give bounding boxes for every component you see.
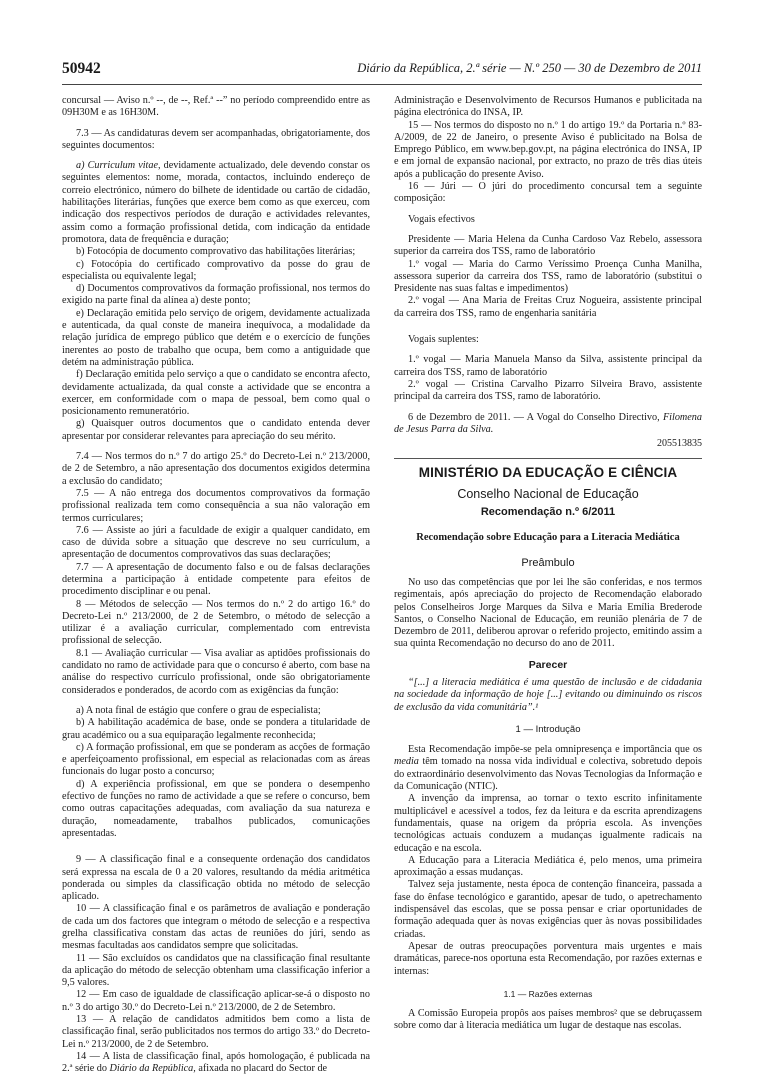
jury-member: 2.º vogal — Ana Maria de Freitas Cruz Nogueira, assistente principal da carreira dos TSS, ramo de engenharia sanitária [394, 295, 702, 319]
paragraph: Administração e Desenvolvimento de Recursos Humanos e publicitada na página electrónica do INSA, IP. [394, 95, 702, 119]
text-run-italic: Diário da República, [109, 1063, 196, 1075]
paragraph: 16 — Júri — O júri do procedimento concursal tem a seguinte composição: [394, 181, 702, 205]
text-run: afixada no placard do Sector de [195, 1063, 328, 1075]
signature-line [394, 412, 702, 437]
paragraph: A Comissão Europeia propôs aos países membros² que se debruçassem sobre como dar à literacia mediática um lugar de destaque nas escolas. [394, 1008, 702, 1032]
page-number: 50942 [62, 60, 101, 77]
list-item: f) Declaração emitida pelo serviço a que o candidato se encontra afecto, devidamente actualizada, da qual conste a actividade que se encontra a exercer, em conformidade com o mapa de pessoal, bem como qual o posicionamento remuneratório. [62, 369, 370, 418]
recommendation-title: Recomendação sobre Educação para a Literacia Mediática [416, 532, 680, 544]
recommendation-number: Recomendação n.º 6/2011 [480, 506, 616, 519]
list-item: g) Quaisquer outros documentos que o candidato entenda dever apresentar por considerar relevantes para apreciação do seu mérito. [62, 418, 370, 442]
list-item: d) Documentos comprovativos da formação profissional, nos termos do exigido na parte final da alínea a) deste ponto; [62, 283, 370, 307]
text-run: Esta Recomendação impõe-se pela omnipresença e importância que os [408, 744, 702, 756]
jury-member: 2.º vogal — Cristina Carvalho Pizarro Silveira Bravo, assistente principal da carreira dos TSS, ramo de laboratório. [394, 378, 702, 403]
paragraph: 15 — Nos termos do disposto no n.º 1 do artigo 19.º da Portaria n.º 83-A/2009, de 22 de Janeiro, o presente Aviso é publicitado na Bolsa de Emprego Público, em www.bep.gov.pt, na página electrónica do INSA, IP e em jornal de expansão nacional, por extracto, no prazo de três dias úteis após a publicação do presente Aviso. [394, 119, 702, 180]
external-reasons-heading: 1.1 — Razões externas [503, 988, 593, 999]
section-rule [394, 458, 702, 459]
paragraph: Talvez seja justamente, nesta época de contenção financeira, passada a fase do ênfase tecnológico e garantido, apesar de tudo, o apetrechamento indispensável das escolas, que se possa pensar e criar oportunidades de formação adequada quer às novas exigências quer às novas possibilidades criadas. [394, 879, 702, 940]
paragraph [62, 1051, 370, 1076]
paragraph: 11 — São excluídos os candidatos que na classificação final resultante da aplicação do método de selecção obtenham uma classificação inferior a 9,5 valores. [62, 952, 370, 989]
ministry-heading: MINISTÉRIO DA EDUCAÇÃO E CIÊNCIA [418, 465, 678, 481]
paragraph: 7.3 — As candidaturas devem ser acompanhadas, obrigatoriamente, dos seguintes documentos: [62, 127, 370, 151]
paragraph: A Educação para a Literacia Mediática é, pelo menos, uma primeira aproximação a essas mudanças. [394, 854, 702, 879]
list-text: devidamente actualizado, dele devendo constar os seguintes elementos: nome, morada, contactos, incluindo endereço de correio electrónico, número do bilhete de identidade ou cartão de cidadão, habilitações literárias, funções que exerce bem como as que exerceu, com indicação dos respectivos períodos de duração e actividades relevantes, assim como a formação profissional detida, com indicação da entidade promotora, data de frequência e duração; [62, 160, 370, 245]
paragraph: 7.7 — A apresentação de documento falso e ou de falsas declarações determina a participação à entidade competente para efeitos de procedimento disciplinar e ou penal. [62, 561, 370, 598]
list-item: d) A experiência profissional, em que se pondera o desempenho efectivo de funções no ramo de actividade a que se refere o concurso, bem como outras capacitações adequadas, com avaliação da sua natureza e duração, nomeadamente, trabalhos publicados, comunicações apresentadas. [62, 778, 370, 839]
paragraph: 7.4 — Nos termos do n.º 7 do artigo 25.º do Decreto-Lei n.º 213/2000, de 2 de Setembro, a não apresentação dos documentos exigidos determina a exclusão do candidato; [62, 451, 370, 487]
document-code: 205513835 [657, 438, 702, 450]
paragraph: 10 — A classificação final e os parâmetros de avaliação e ponderação de cada um dos factores que integram o método de selecção e a respectiva grelha classificativa constam das actas de reuniões do júri, sendo as mesmas facultadas aos candidatos sempre que solicitadas. [62, 903, 370, 952]
preamble-heading: Preâmbulo [521, 556, 575, 569]
paragraph: 12 — Em caso de igualdade de classificação aplicar-se-á o disposto no n.º 3 do artigo 30.º do Decreto-Lei n.º 213/2000, de 2 de Setembro. [62, 989, 370, 1013]
list-item: b) Fotocópia de documento comprovativo das habilitações literárias; [76, 246, 356, 258]
paragraph: 9 — A classificação final e a consequente ordenação dos candidatos será expressa na escala de 0 a 20 valores, resultando da média aritmética ponderada ou simples da classificação obtida no método de selecção aplicado. [62, 854, 370, 903]
signature-name: Filomena de Jesus Parra da Silva. [394, 411, 702, 435]
council-heading: Conselho Nacional de Educação [457, 486, 639, 501]
paragraph: 7.6 — Assiste ao júri a faculdade de exigir a qualquer candidato, em caso de dúvida sobre a situação que descreve no seu currículum, a apresentação de documentos comprovativos das suas declarações; [62, 524, 370, 561]
signature-date: 6 de Dezembro de 2011. — A Vogal do Conselho Directivo, [408, 411, 663, 423]
left-column [62, 95, 370, 1076]
paragraph [394, 744, 702, 793]
subheading: Vogais suplentes: [408, 334, 479, 346]
paragraph: 8.1 — Avaliação curricular — Visa avaliar as aptidões profissionais do candidato no ramo de actividade para que o concurso é aberto, com base na análise do respectivo currículo profissional, onde são obrigatoriamente considerados e ponderados, de acordo com as exigências da função: [62, 647, 370, 696]
paragraph: 8 — Métodos de selecção — Nos termos do n.º 2 do artigo 16.º do Decreto-Lei n.º 213/2000, de 2 de Setembro, o método de selecção a utilizar é a avaliação curricular, complementado com entrevista profissional de selecção. [62, 598, 370, 647]
header-rule [62, 84, 702, 85]
paragraph: 7.5 — A não entrega dos documentos comprovativos da formação profissional realizada tem como consequência a sua não valoração em termos curriculares; [62, 487, 370, 524]
paragraph: concursal — Aviso n.º --, de --, Ref.ª --” no período compreendido entre as 09H30M e as 16H30M. [62, 95, 370, 119]
opinion-heading: Parecer [528, 658, 568, 671]
subheading: Vogais efectivos [408, 213, 475, 225]
jury-member: Presidente — Maria Helena da Cunha Cardoso Vaz Rebelo, assessora superior da carreira dos TSS, ramo de laboratório [394, 233, 702, 258]
jury-member: 1.º vogal — Maria Manuela Manso da Silva, assistente principal da carreira dos TSS, ramo de laboratório [394, 354, 702, 378]
page-header [62, 60, 702, 82]
paragraph: No uso das competências que por lei lhe são conferidas, e nos termos regimentais, após apreciação do projecto de Recomendação elaborado pelos Conselheiros Jorge Marques da Silva e Maria Emília Brederode Santos, o Conselho Nacional de Educação, em reunião plenária de 7 de Dezembro de 2011, deliberou aprovar o referido projecto, emitindo assim a sua quinta Recomendação no decurso do ano de 2011. [394, 576, 702, 650]
paragraph: A invenção da imprensa, ao tornar o texto escrito infinitamente multiplicável e acessível a todos, fez da leitura e da escrita aprendizagens fundamentais, quase na origem da própria escola. As invenções tecnológicas actuais conduzem a mudanças igualmente radicais na educação e na escola. [394, 793, 702, 854]
paragraph: 13 — A relação de candidatos admitidos bem como a lista de classificação final, serão publicitados nos termos do artigo 33.º do Decreto-Lei n.º 213/2000, de 2 de Setembro. [62, 1014, 370, 1050]
list-item [62, 160, 370, 246]
epigraph-quote: “[...] a literacia mediática é uma questão de inclusão e de cidadania na sociedade da informação de hoje [...] evitando ou diminuindo os riscos de exclusão da vida comunitária”.¹ [394, 676, 702, 713]
text-run-italic: media [394, 756, 419, 768]
jury-member: 1.º vogal — Maria do Carmo Veríssimo Proença Cunha Manilha, assessora superior da carreira dos TSS, ramo de laboratório (substitui o Presidente nas suas faltas e impedimentos) [394, 258, 702, 295]
introduction-heading: 1 — Introdução [515, 723, 581, 735]
text-run: têm tomado na nossa vida individual e colectiva, sobretudo depois do extraordinário desenvolvimento das Novas Tecnologias da Informação e da Comunicação (NTIC). [394, 756, 702, 793]
publication-title: Diário da República, 2.ª série — N.º 250 — 30 de Dezembro de 2011 [357, 61, 702, 75]
list-item: c) A formação profissional, em que se ponderam as acções de formação e aperfeiçoamento profissional, em especial as relacionadas com as áreas funcionais do lugar posto a concurso; [62, 741, 370, 778]
list-item: a) A nota final de estágio que confere o grau de especialista; [76, 704, 321, 716]
paragraph: Apesar de outras preocupações porventura mais urgentes e mais dramáticas, parece-nos oportuna esta Recomendação, por razões externas e internas: [394, 940, 702, 977]
right-column [394, 95, 702, 1033]
list-item: c) Fotocópia do certificado comprovativo da posse do grau de especialista ou equivalente legal; [62, 258, 370, 282]
text-run: 14 — A lista de classificação final, após homologação, é publicada na 2.ª série do [62, 1050, 370, 1075]
list-item: e) Declaração emitida pelo serviço de origem, devidamente actualizada e autenticada, da qual conste de maneira inequívoca, a modalidade da relação jurídica de emprego público que detém e o exercício de funções inerentes ao posto de trabalho que ocupa, bem como a antiguidade que detém na administração pública. [62, 307, 370, 368]
list-label: a) Curriculum vitae, [76, 160, 161, 172]
list-item: b) A habilitação académica de base, onde se pondera a titularidade de grau académico ou a sua equiparação legalmente reconhecida; [62, 717, 370, 741]
